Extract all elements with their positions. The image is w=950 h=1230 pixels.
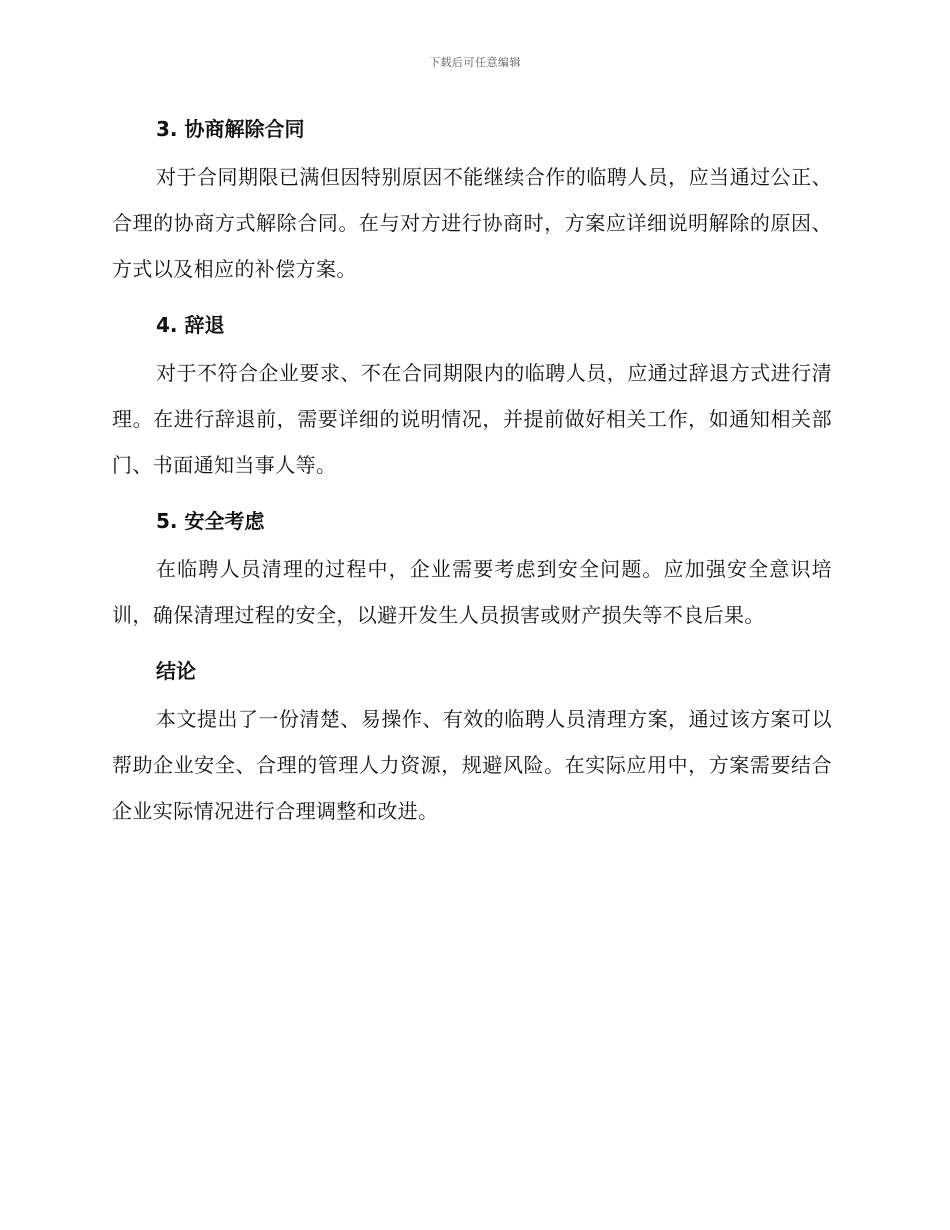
section-heading-negotiated-termination: 3. 协商解除合同 <box>156 117 305 141</box>
section-paragraph-dismissal: 对于不符合企业要求、不在合同期限内的临聘人员，应通过辞退方式进行清理。在进行辞退前，需要详细的说明情况，并提前做好相关工作，如通知相关部门、书面通知当事人等。 <box>112 361 832 477</box>
page-header: 下载后可任意编辑 <box>429 56 521 69</box>
document-body <box>112 112 832 834</box>
section-heading-safety: 5. 安全考虑 <box>156 509 265 533</box>
section-heading-conclusion: 结论 <box>156 659 196 683</box>
section-heading-dismissal: 4. 辞退 <box>156 313 225 337</box>
section-paragraph-safety: 在临聘人员清理的过程中，企业需要考虑到安全问题。应加强安全意识培训，确保清理过程的安全，以避开发生人员损害或财产损失等不良后果。 <box>112 557 832 627</box>
section-paragraph-negotiated-termination: 对于合同期限已满但因特别原因不能继续合作的临聘人员，应当通过公正、合理的协商方式解除合同。在与对方进行协商时，方案应详细说明解除的原因、方式以及相应的补偿方案。 <box>112 165 832 281</box>
section-paragraph-conclusion: 本文提出了一份清楚、易操作、有效的临聘人员清理方案，通过该方案可以帮助企业安全、合理的管理人力资源，规避风险。在实际应用中，方案需要结合企业实际情况进行合理调整和改进。 <box>112 707 832 823</box>
